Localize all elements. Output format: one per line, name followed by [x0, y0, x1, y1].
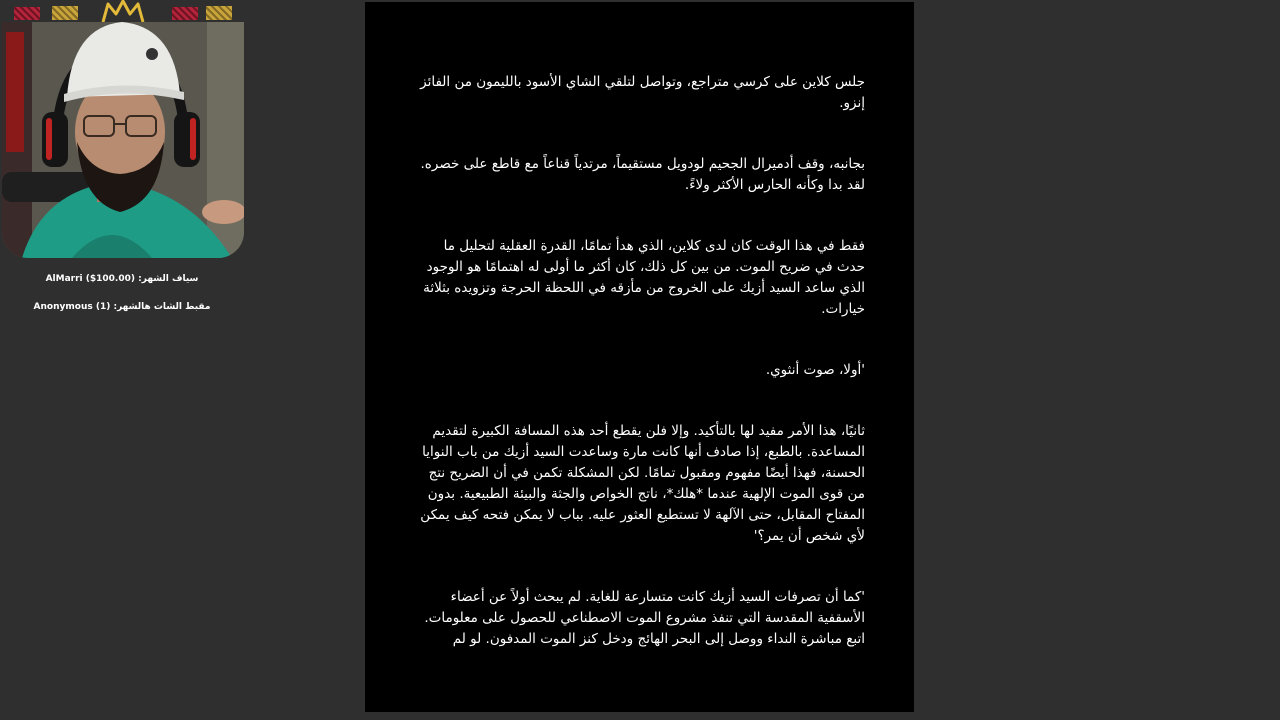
streamer-image	[2, 22, 244, 258]
webcam-feed	[2, 22, 244, 258]
paragraph: بجانبه، وقف أدميرال الجحيم لودويل مستقيماً، مرتدياً قناعاً مع قاطع على خصره. لقد بدا وكأنه الحارس الأكثر ولاءً.	[420, 156, 865, 193]
red-pattern-icon	[14, 7, 40, 20]
paragraph: 'كما أن تصرفات السيد أزيك كانت متسارعة للغاية. لم يبحث أولاً عن أعضاء الأسقفية المقدسة التي تنفذ مشروع الموت الاصطناعي للحصول على معلومات. اتبع مباشرة النداء ووصل إلى البحر الهائج ودخل كنز الموت المدفون. لو لم	[424, 589, 865, 647]
supporter-row: Anonymous (1) :مقبط الشات هالشهر	[33, 302, 211, 312]
overlay-top-decoration	[0, 0, 244, 24]
paragraph: فقط في هذا الوقت كان لدى كلاين، الذي هدأ تمامًا، القدرة العقلية لتحليل ما حدث في ضريح الموت. من بين كل ذلك، كان أكثر ما أولى له اهتمامًا هو الوجود الذي ساعد السيد أزيك على الخروج من مأزقه في اللحظة الحرجة وتزويده بثلاثة خيارات.	[423, 238, 865, 317]
paragraph: 'أولا، صوت أنثوي.	[765, 362, 865, 378]
gold-pattern-icon	[52, 6, 78, 20]
crown-icon	[100, 0, 146, 24]
red-pattern-icon	[172, 7, 198, 20]
gold-pattern-icon	[206, 6, 232, 20]
faded-supporter-row	[0, 258, 244, 272]
supporter-row: AlMarri ($100.00) :سياف الشهر	[45, 274, 199, 284]
document-text	[417, 72, 865, 690]
supporters-list	[0, 258, 244, 314]
document-page	[365, 2, 914, 712]
paragraph: ثانيًا، هذا الأمر مفيد لها بالتأكيد. وإلا فلن يقطع أحد هذه المسافة الكبيرة لتقديم المساعدة. بالطبع، إذا صادف أنها كانت مارة وساعدت السيد أزيك من باب النوايا الحسنة، فهذا أيضًا مفهوم ومقبول تمامًا. لكن المشكلة تكمن في أن الضريح نتج من قوى الموت الإلهية عندما *هلك*، ناتج الخواص والجثة والبيئة الطبيعية. بدون المفتاح المقابل، حتى الآلهة لا تستطيع العثور عليه. بباب لا يمكن فتحه كيف يمكن لأي شخص أن يمر؟'	[420, 423, 865, 544]
paragraph: جلس كلاين على كرسي متراجع، وتواصل لتلقي الشاي الأسود بالليمون من الفائز إنزو.	[420, 74, 865, 111]
faded-supporter-row	[0, 286, 244, 300]
